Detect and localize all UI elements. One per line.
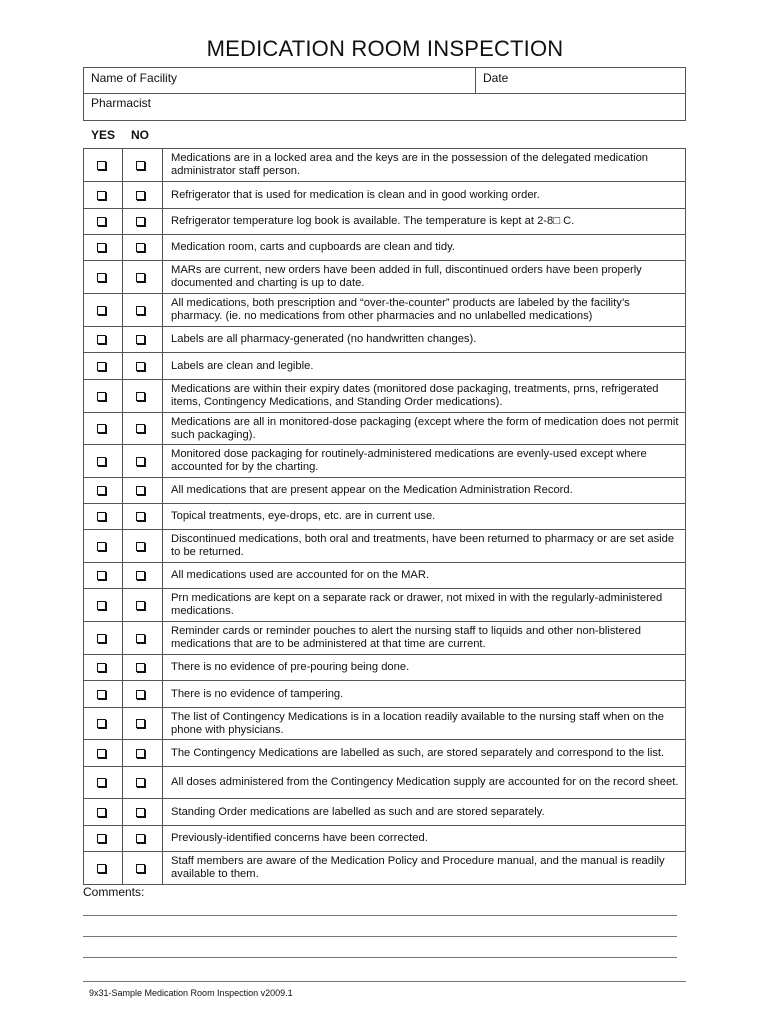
checklist-row [84, 655, 685, 681]
no-checkbox-icon[interactable] [136, 217, 145, 226]
checklist-item-text: Medications are all in monitored-dose packaging (except where the form of medication does not permit such packaging). [171, 415, 679, 441]
yes-cell [84, 413, 123, 444]
no-cell [123, 563, 163, 588]
no-cell [123, 235, 163, 260]
checklist-item-text: Medications are within their expiry dates (monitored dose packaging, treatments, prns, refrigerated items, Contingency Medications, and Standing Order medications). [171, 383, 659, 408]
yes-cell [84, 681, 123, 707]
checklist-item-text: All medications, both prescription and “over-the-counter” products are labeled by the facility’s pharmacy. (ie. no medications from other pharmacies and no unlabelled medications) [171, 297, 630, 322]
no-cell [123, 294, 163, 326]
yes-cell [84, 852, 123, 884]
facility-name-field[interactable]: Name of Facility [91, 71, 178, 85]
facility-info-box [83, 67, 686, 121]
no-cell [123, 504, 163, 529]
no-checkbox-icon[interactable] [136, 362, 145, 371]
checklist-item-text: Previously-identified concerns have been corrected. [171, 832, 428, 844]
checklist-row [84, 327, 685, 353]
yes-checkbox-icon[interactable] [97, 273, 106, 282]
yes-cell [84, 622, 123, 654]
yes-checkbox-icon[interactable] [97, 571, 106, 580]
yes-checkbox-icon[interactable] [97, 243, 106, 252]
yes-checkbox-icon[interactable] [97, 834, 106, 843]
no-checkbox-icon[interactable] [136, 512, 145, 521]
no-column-header: NO [131, 128, 149, 142]
checklist-row [84, 413, 685, 445]
yes-checkbox-icon[interactable] [97, 392, 106, 401]
comments-label: Comments: [83, 885, 145, 899]
date-field[interactable]: Date [483, 71, 509, 85]
no-checkbox-icon[interactable] [136, 191, 145, 200]
no-checkbox-icon[interactable] [136, 542, 145, 551]
no-cell [123, 380, 163, 412]
yes-checkbox-icon[interactable] [97, 362, 106, 371]
checklist-row [84, 261, 685, 294]
checklist-row [84, 209, 685, 235]
yes-cell [84, 504, 123, 529]
no-checkbox-icon[interactable] [136, 273, 145, 282]
yes-checkbox-icon[interactable] [97, 335, 106, 344]
checklist-item-text: All medications used are accounted for on the MAR. [171, 569, 430, 581]
footer [83, 981, 686, 1002]
yes-cell [84, 708, 123, 739]
checklist-row [84, 708, 685, 740]
no-cell [123, 530, 163, 562]
checklist-item-text: The list of Contingency Medications is in a location readily available to the nursing staff when on the phone with physicians. [171, 710, 664, 736]
yes-cell [84, 261, 123, 293]
checklist-row [84, 294, 685, 327]
no-checkbox-icon[interactable] [136, 306, 145, 315]
checklist-row [84, 380, 685, 413]
no-cell [123, 826, 163, 851]
yes-checkbox-icon[interactable] [97, 306, 106, 315]
yes-cell [84, 767, 123, 798]
yes-cell [84, 235, 123, 260]
no-checkbox-icon[interactable] [136, 424, 145, 433]
checklist-item-text: Staff members are aware of the Medication Policy and Procedure manual, and the manual is readily available to them. [171, 855, 665, 880]
yes-cell [84, 380, 123, 412]
checklist-row [84, 478, 685, 504]
no-checkbox-icon[interactable] [136, 719, 145, 728]
no-cell [123, 209, 163, 234]
yes-checkbox-icon[interactable] [97, 663, 106, 672]
yes-checkbox-icon[interactable] [97, 191, 106, 200]
checklist-row [84, 740, 685, 767]
no-checkbox-icon[interactable] [136, 663, 145, 672]
yes-cell [84, 182, 123, 208]
no-checkbox-icon[interactable] [136, 808, 145, 817]
yes-cell [84, 149, 123, 181]
yes-cell [84, 826, 123, 851]
yes-checkbox-icon[interactable] [97, 778, 106, 787]
checklist-row [84, 445, 685, 478]
no-cell [123, 327, 163, 352]
checklist-item-text: Medications are in a locked area and the keys are in the possession of the delegated medication administrator staff person. [171, 152, 649, 177]
no-cell [123, 182, 163, 208]
no-checkbox-icon[interactable] [136, 457, 145, 466]
comment-line[interactable] [83, 936, 677, 937]
yes-cell [84, 655, 123, 680]
no-checkbox-icon[interactable] [136, 161, 145, 170]
inspection-checklist [83, 148, 686, 885]
page-title: MEDICATION ROOM INSPECTION [206, 36, 564, 61]
yes-checkbox-icon[interactable] [97, 601, 106, 610]
yes-cell [84, 799, 123, 825]
no-cell [123, 149, 163, 181]
yes-cell [84, 530, 123, 562]
checklist-item-text: Prn medications are kept on a separate rack or drawer, not mixed in with the regularly-administered medications. [171, 592, 663, 617]
checklist-item-text: All doses administered from the Contingency Medication supply are accounted for on the record sheet. [171, 776, 679, 788]
yes-cell [84, 589, 123, 621]
no-cell [123, 799, 163, 825]
yes-checkbox-icon[interactable] [97, 634, 106, 643]
checklist-row [84, 563, 685, 589]
checklist-row [84, 681, 685, 708]
checklist-item-text: All medications that are present appear on the Medication Administration Record. [171, 484, 573, 496]
checklist-item-text: The Contingency Medications are labelled as such, are stored separately and correspond to the list. [171, 746, 665, 759]
no-cell [123, 478, 163, 503]
footer-text: 9x31-Sample Medication Room Inspection v2009.1 [89, 988, 293, 998]
no-cell [123, 655, 163, 680]
yes-checkbox-icon[interactable] [97, 749, 106, 758]
yes-cell [84, 740, 123, 766]
yes-cell [84, 445, 123, 477]
no-cell [123, 740, 163, 766]
no-checkbox-icon[interactable] [136, 834, 145, 843]
checklist-item-text: Medication room, carts and cupboards are clean and tidy. [171, 241, 455, 253]
yes-cell [84, 353, 123, 379]
comment-line[interactable] [83, 915, 677, 916]
checklist-item-text: Refrigerator temperature log book is available. The temperature is kept at 2-8□ C. [171, 215, 575, 227]
yes-checkbox-icon[interactable] [97, 161, 106, 170]
checklist-row [84, 182, 685, 209]
no-checkbox-icon[interactable] [136, 571, 145, 580]
checklist-item-text: There is no evidence of tampering. [171, 687, 344, 700]
yes-cell [84, 563, 123, 588]
checklist-row [84, 852, 685, 885]
yes-checkbox-icon[interactable] [97, 424, 106, 433]
checklist-item-text: There is no evidence of pre-pouring being done. [171, 661, 410, 673]
checklist-item-text: Topical treatments, eye-drops, etc. are in current use. [171, 510, 436, 522]
checklist-item-text: Labels are clean and legible. [171, 359, 314, 372]
yes-checkbox-icon[interactable] [97, 542, 106, 551]
no-cell [123, 852, 163, 884]
no-cell [123, 767, 163, 798]
yes-column-header: YES [91, 128, 116, 142]
checklist-row [84, 799, 685, 826]
no-checkbox-icon[interactable] [136, 864, 145, 873]
yes-cell [84, 327, 123, 352]
checklist-item-text: Standing Order medications are labelled as such and are stored separately. [171, 805, 545, 818]
no-checkbox-icon[interactable] [136, 601, 145, 610]
yes-checkbox-icon[interactable] [97, 512, 106, 521]
checklist-row [84, 826, 685, 852]
no-checkbox-icon[interactable] [136, 392, 145, 401]
no-checkbox-icon[interactable] [136, 749, 145, 758]
no-checkbox-icon[interactable] [136, 690, 145, 699]
checklist-row [84, 235, 685, 261]
checklist-row [84, 767, 685, 799]
no-cell [123, 681, 163, 707]
no-checkbox-icon[interactable] [136, 243, 145, 252]
yes-checkbox-icon[interactable] [97, 457, 106, 466]
no-checkbox-icon[interactable] [136, 634, 145, 643]
no-cell [123, 261, 163, 293]
no-cell [123, 708, 163, 739]
checklist-row [84, 589, 685, 622]
no-checkbox-icon[interactable] [136, 778, 145, 787]
no-checkbox-icon[interactable] [136, 335, 145, 344]
no-cell [123, 353, 163, 379]
no-cell [123, 589, 163, 621]
checklist-item-text: Labels are all pharmacy-generated (no handwritten changes). [171, 333, 477, 345]
checklist-item-text: Discontinued medications, both oral and treatments, have been returned to pharmacy or are set aside to be returned. [171, 533, 675, 558]
pharmacist-field[interactable]: Pharmacist [91, 96, 152, 110]
checklist-row [84, 504, 685, 530]
no-cell [123, 445, 163, 477]
yes-checkbox-icon[interactable] [97, 217, 106, 226]
yes-checkbox-icon[interactable] [97, 719, 106, 728]
checklist-row [84, 622, 685, 655]
no-cell [123, 413, 163, 444]
checklist-row [84, 149, 685, 182]
checklist-item-text: Monitored dose packaging for routinely-administered medications are evenly-used except where accounted for by the charting. [171, 448, 647, 473]
yes-cell [84, 294, 123, 326]
comment-line[interactable] [83, 957, 677, 958]
checklist-row [84, 530, 685, 563]
checklist-row [84, 353, 685, 380]
checklist-item-text: Refrigerator that is used for medication is clean and in good working order. [171, 188, 540, 201]
no-cell [123, 622, 163, 654]
no-checkbox-icon[interactable] [136, 486, 145, 495]
yes-checkbox-icon[interactable] [97, 808, 106, 817]
yes-checkbox-icon[interactable] [97, 690, 106, 699]
yes-checkbox-icon[interactable] [97, 864, 106, 873]
header-divider [475, 68, 476, 93]
yes-checkbox-icon[interactable] [97, 486, 106, 495]
yes-cell [84, 478, 123, 503]
checklist-item-text: MARs are current, new orders have been added in full, discontinued orders have been properly documented and charting is up to date. [171, 264, 642, 289]
yes-cell [84, 209, 123, 234]
checklist-item-text: Reminder cards or reminder pouches to alert the nursing staff to liquids and other non-blistered medications that are to be administered at that time are current. [171, 625, 641, 650]
